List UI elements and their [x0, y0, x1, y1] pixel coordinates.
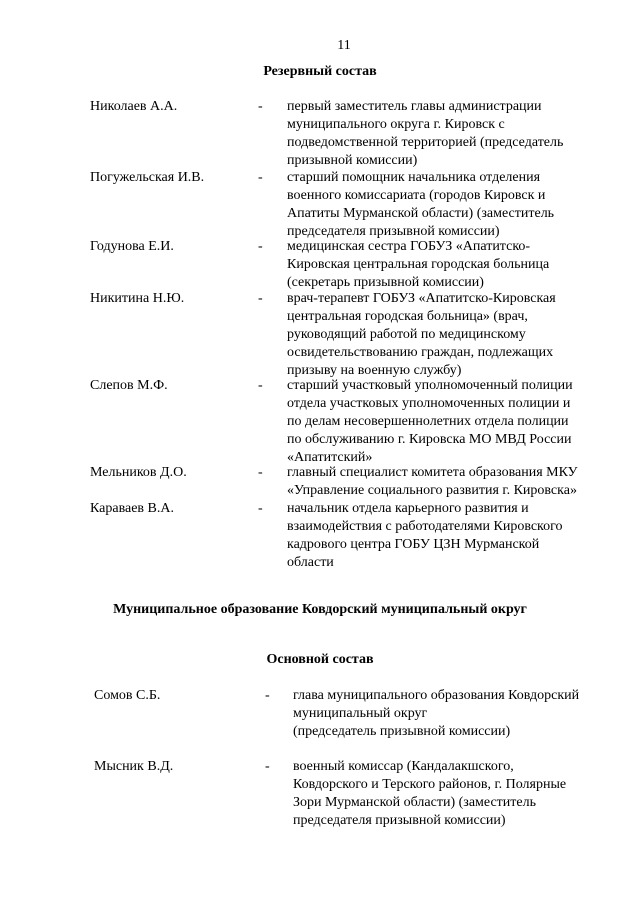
role-line: «Апатитский»	[287, 450, 373, 465]
role-line: старший участковый уполномоченный полиции	[287, 378, 573, 393]
role-line: по обслуживанию г. Кировска МО МВД России	[287, 432, 572, 447]
member-role	[287, 377, 617, 467]
member-name: Сомов С.Б.	[94, 688, 161, 703]
role-line: Кировская центральная городская больница	[287, 257, 550, 272]
member-role	[293, 758, 623, 830]
role-line: «Управление социального развития г. Кировска»	[287, 483, 577, 498]
role-line: глава муниципального образования Ковдорский	[293, 688, 580, 703]
role-line: медицинская сестра ГОБУЗ «Апатитско-	[287, 239, 531, 254]
member-role	[287, 500, 617, 572]
role-line: Апатиты Мурманской области) (заместитель	[287, 206, 555, 221]
role-line: области	[287, 555, 334, 570]
dash-separator: -	[258, 378, 263, 393]
reserve-section-title: Резервный состав	[263, 64, 377, 79]
dash-separator: -	[258, 239, 263, 254]
role-line: начальник отдела карьерного развития и	[287, 501, 529, 516]
member-role	[287, 464, 617, 500]
member-role	[293, 687, 623, 741]
role-line: призывной комиссии)	[287, 153, 418, 168]
member-name: Никитина Н.Ю.	[90, 291, 185, 306]
role-line: председателя призывной комиссии)	[293, 813, 506, 828]
member-name: Слепов М.Ф.	[90, 378, 168, 393]
dash-separator: -	[265, 688, 270, 703]
role-line: главный специалист комитета образования МКУ	[287, 465, 578, 480]
municipality-title: Муниципальное образование Ковдорский муниципальный округ	[113, 602, 527, 617]
role-line: (председатель призывной комиссии)	[293, 724, 511, 739]
member-role	[287, 98, 617, 170]
role-line: призыву на военную службу)	[287, 363, 462, 378]
page-number: 11	[337, 38, 351, 53]
role-line: муниципального округа г. Кировск с	[287, 117, 505, 132]
dash-separator: -	[265, 759, 270, 774]
dash-separator: -	[258, 170, 263, 185]
member-name: Караваев В.А.	[90, 501, 174, 516]
role-line: (секретарь призывной комиссии)	[287, 275, 484, 290]
role-line: Зори Мурманской области) (заместитель	[293, 795, 536, 810]
member-name: Погужельская И.В.	[90, 170, 205, 185]
dash-separator: -	[258, 99, 263, 114]
member-name: Годунова Е.И.	[90, 239, 174, 254]
member-role	[287, 169, 617, 241]
role-line: врач-терапевт ГОБУЗ «Апатитско-Кировская	[287, 291, 556, 306]
role-line: военный комиссар (Кандалакшского,	[293, 759, 514, 774]
role-line: отдела участковых уполномоченных полиции и	[287, 396, 571, 411]
role-line: взаимодействия с работодателями Кировского	[287, 519, 563, 534]
role-line: первый заместитель главы администрации	[287, 99, 542, 114]
role-line: освидетельствованию граждан, подлежащих	[287, 345, 554, 360]
role-line: старший помощник начальника отделения	[287, 170, 541, 185]
member-role	[287, 238, 617, 292]
dash-separator: -	[258, 465, 263, 480]
dash-separator: -	[258, 501, 263, 516]
member-role	[287, 290, 617, 380]
role-line: руководящий работой по медицинскому	[287, 327, 526, 342]
role-line: муниципальный округ	[293, 706, 428, 721]
role-line: по делам несовершеннолетних отдела полиции	[287, 414, 569, 429]
role-line: председателя призывной комиссии)	[287, 224, 500, 239]
role-line: центральная городская больница» (врач,	[287, 309, 528, 324]
role-line: Ковдорского и Терского районов, г. Полярные	[293, 777, 567, 792]
main-section-title: Основной состав	[266, 652, 374, 667]
dash-separator: -	[258, 291, 263, 306]
member-name: Николаев А.А.	[90, 99, 178, 114]
role-line: подведомственной территорией (председатель	[287, 135, 564, 150]
member-name: Мельников Д.О.	[90, 465, 187, 480]
member-name: Мысник В.Д.	[94, 759, 174, 774]
role-line: кадрового центра ГОБУ ЦЗН Мурманской	[287, 537, 540, 552]
role-line: военного комиссариата (городов Кировск и	[287, 188, 546, 203]
